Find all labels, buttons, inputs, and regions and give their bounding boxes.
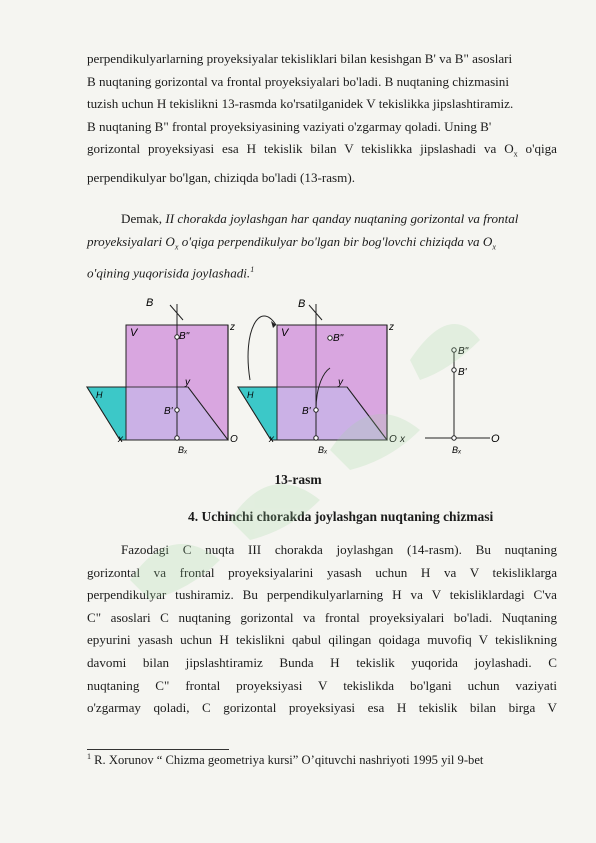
label-v: V [281, 327, 289, 339]
label-x-axis-end: x [400, 434, 405, 445]
figure-panel-3-epure [425, 346, 500, 455]
label-bx: Bₓ [178, 445, 188, 455]
para1-line-5 [87, 138, 557, 166]
para2-line-2 [87, 231, 557, 259]
point-bx [175, 436, 179, 440]
point-bx [314, 436, 318, 440]
label-v: V [130, 327, 138, 339]
label-h: H [96, 390, 103, 400]
para1-line-5-text: gorizontal proyeksiyasi esa H tekislik bilan V tekislikka jipslashadi va O [87, 141, 514, 157]
subscript-x: x [174, 242, 179, 252]
h-plane-visible [238, 387, 277, 440]
para3-line-8: o'zgarmay qoladi, C gorizontal proyeksiyasi esa H tekislik bilan birga V [87, 700, 557, 716]
footnote-mark: 1 [87, 752, 91, 761]
label-b: B [146, 297, 154, 309]
footnote [87, 752, 483, 768]
label-h: H [247, 390, 254, 400]
para2-italic-c: o'qiga perpendikulyar bo'lgan bir bog'lovchi chiziqda va O [178, 233, 493, 249]
point-b-dprime [452, 348, 456, 352]
figure-13 [80, 290, 520, 465]
subscript-x: x [492, 242, 496, 252]
para3-line-4: C" asoslari C nuqtaning gorizontal va frontal proyeksiyalari bo'ladi. Nuqtaning [87, 609, 557, 625]
label-y: y [185, 377, 190, 388]
subscript-x: x [513, 149, 518, 159]
para1-line-4: B nuqtaning B" frontal proyeksiyasining vaziyati o'zgarmay qoladi. Uning B' [87, 118, 492, 134]
point-b-dprime [328, 336, 332, 340]
label-o: O [491, 433, 500, 445]
figure-caption: 13-rasm [274, 472, 322, 487]
label-z: z [230, 322, 235, 333]
label-bx: Bₓ [318, 445, 328, 455]
label-x: x [118, 434, 123, 445]
figure-panel-2 [238, 298, 406, 455]
footnote-reference: 1 [250, 264, 255, 274]
paragraph-1 [87, 48, 557, 189]
figure-panel-1 [87, 297, 238, 455]
point-b-prime [314, 408, 318, 412]
label-y: y [338, 377, 343, 388]
label-o: O [389, 434, 397, 445]
h-plane-visible [87, 387, 126, 440]
para2-line-3 [87, 259, 557, 285]
label-bx: Bₓ [452, 445, 462, 455]
label-b-prime: B' [164, 406, 173, 417]
para3-line-1: Fazodagi C nuqta III chorakda joylashgan (14-rasm). Bu nuqtaning [121, 542, 557, 557]
para2-italic-d: o'qining yuqorisida joylashadi. [87, 265, 251, 281]
para3-line-7: nuqtaning C" frontal proyeksiyasi V tekislikda bo'lgani uchun vaziyati [87, 677, 557, 693]
label-o: O [230, 434, 238, 445]
rotation-arrow [248, 316, 276, 380]
section-heading: 4. Uchinchi chorakda joylashgan nuqtaning chizmasi [188, 509, 494, 524]
label-b: B [298, 298, 306, 310]
label-b-dprime: B" [458, 346, 469, 357]
para2-italic-b: proyeksiyalari O [87, 233, 175, 249]
para2-line-1 [87, 208, 557, 231]
label-b-dprime: B" [179, 331, 190, 342]
label-b-prime: B' [458, 367, 467, 378]
point-bx [452, 436, 456, 440]
para1-line-2: B nuqtaning gorizontal va frontal proyeksiyalari bo'ladi. B nuqtaning chizmasini [87, 73, 509, 89]
footnote-separator [87, 749, 229, 750]
para1-line-1: perpendikulyarlarning proyeksiyalar tekisliklari bilan kesishgan B' va B" asoslari [87, 51, 513, 66]
label-b-prime: B' [302, 406, 311, 417]
para2-italic-a: II chorakda joylashgan har qanday nuqtaning gorizontal va frontal [165, 211, 519, 226]
label-x: x [269, 434, 274, 445]
label-b-dprime: B" [333, 333, 344, 344]
footnote-text: R. Xorunov “ Chizma geometriya kursi” O’qituvchi nashriyoti 1995 yil 9-bet [91, 753, 484, 768]
para3-line-3: perpendikulyar tushiramiz. Bu perpendikulyarlarning H va V tekisliklardagi C'va [87, 587, 557, 603]
para1-line-3: tuzish uchun H tekislikni 13-rasmda ko'rsatilganidek V tekislikka jipslashtiramiz. [87, 96, 514, 112]
para3-line-2: gorizontal va frontal proyeksiyalarini yasash uchun H va V tekisliklarga [87, 564, 557, 580]
point-b-prime [175, 408, 179, 412]
para1-line-6: perpendikulyar bo'lgan, chiziqda bo'ladi (13-rasm). [87, 169, 355, 185]
paragraph-2 [87, 208, 557, 285]
para3-line-6: davomi bilan jipslashtiramiz Bunda H tekislik yuqorida joylashadi. C [87, 654, 557, 670]
point-b-prime [452, 368, 456, 372]
paragraph-3 [87, 539, 557, 720]
para2-lead: Demak, [121, 211, 166, 226]
para1-line-5-tail: o'qiga [517, 141, 557, 157]
para3-line-5: epyurini yasash uchun H tekislikni qabul qilingan qoidaga muvofiq V tekislikning [87, 632, 557, 648]
label-z: z [389, 322, 394, 333]
